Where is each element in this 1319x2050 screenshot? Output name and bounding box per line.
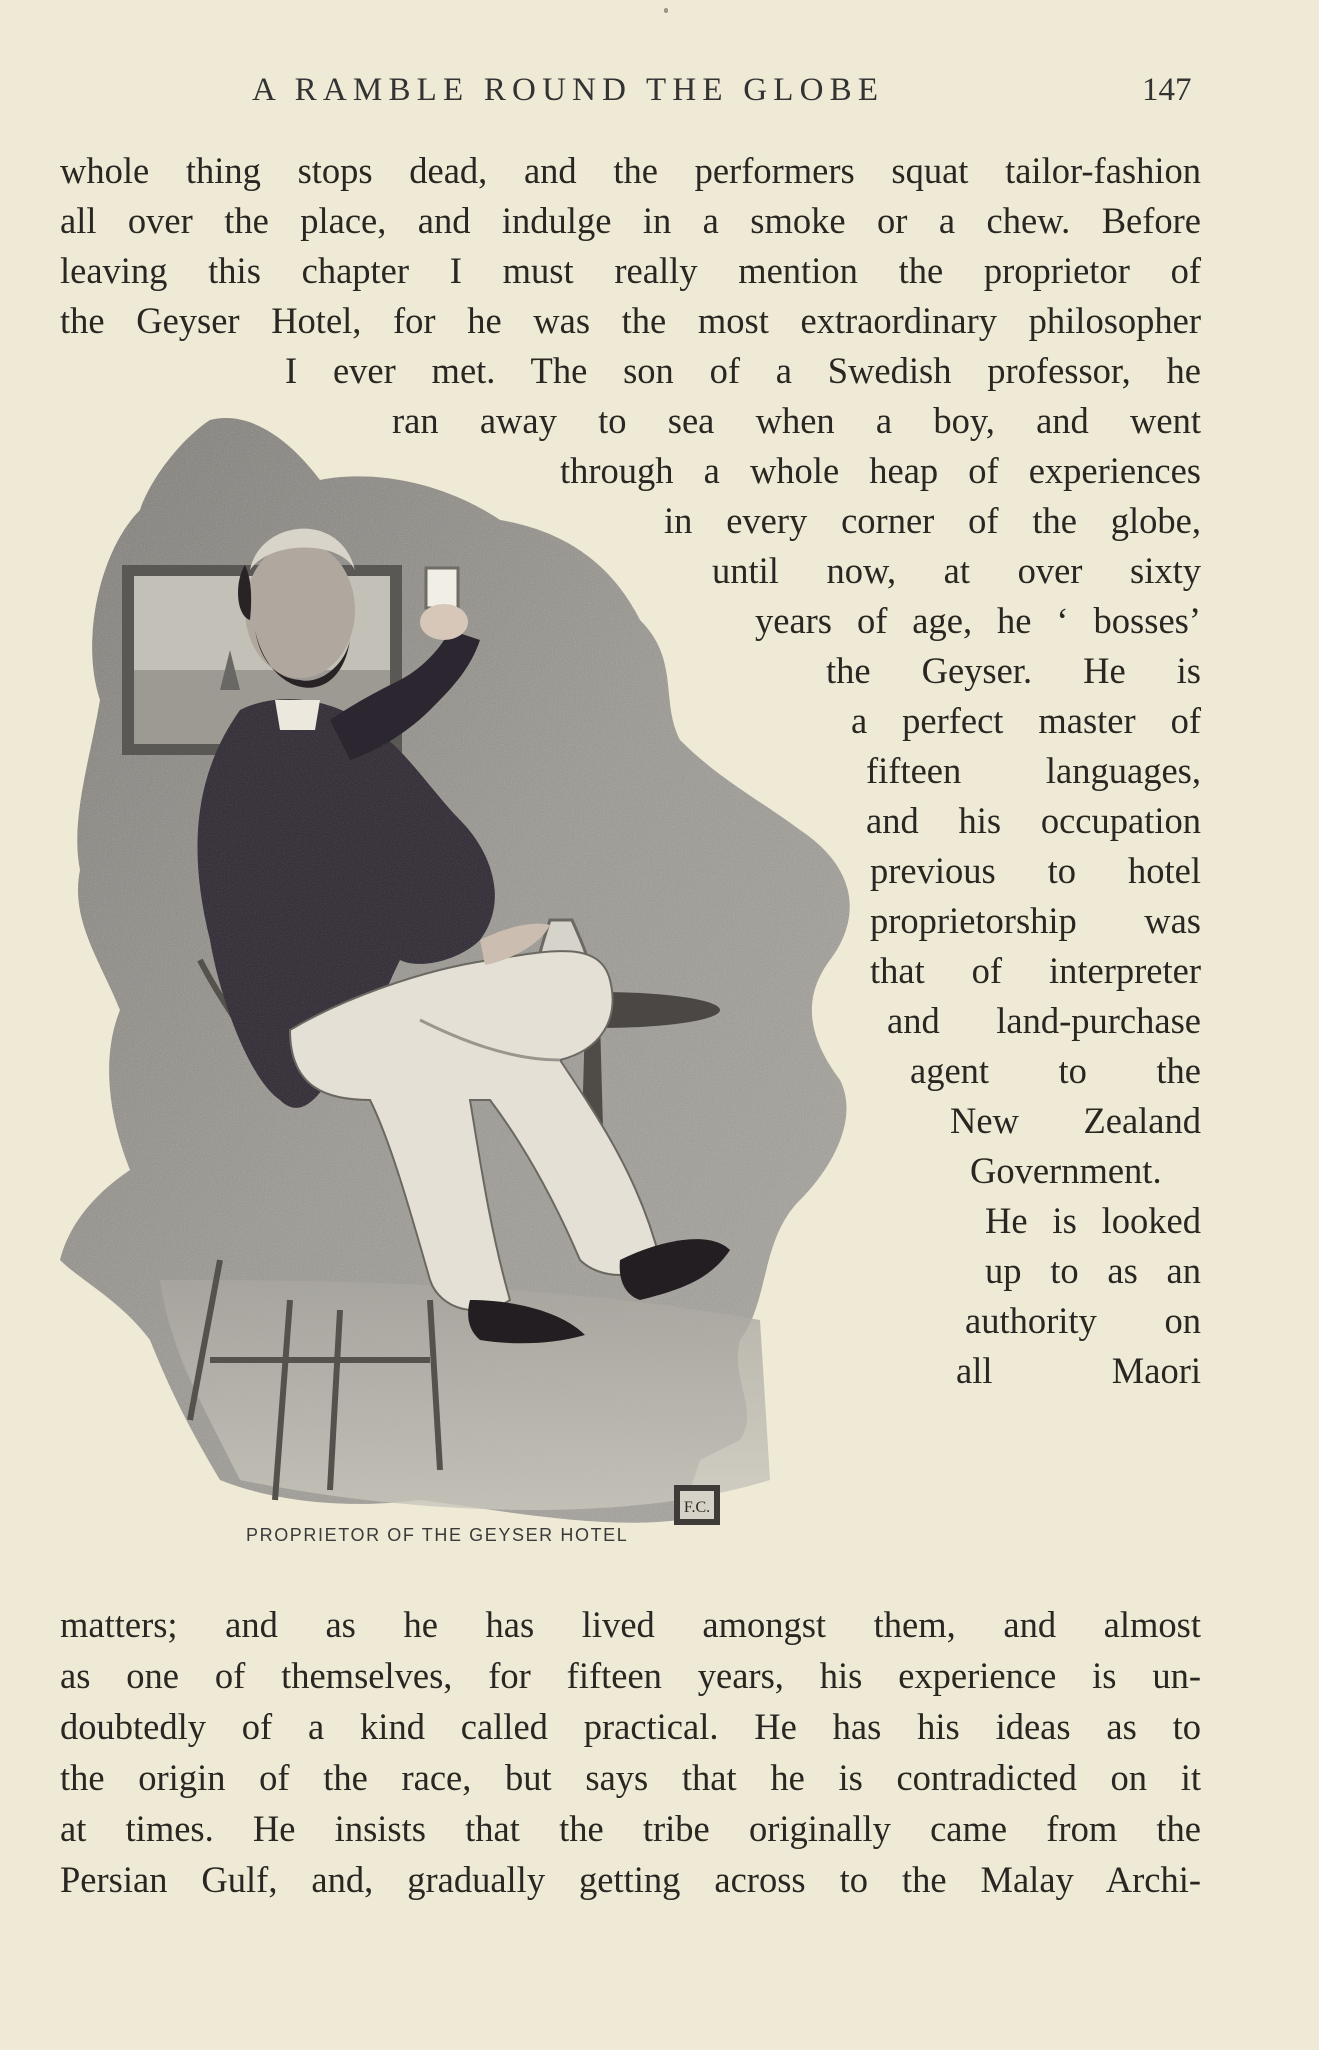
text-line: the Geyser Hotel, for he was the most extraordinary philosopher: [60, 300, 1201, 341]
floor-shadow: [160, 1280, 770, 1510]
text-line: as one of themselves, for fifteen years, his experience is un-: [60, 1655, 1201, 1696]
running-head-title: A RAMBLE ROUND THE GLOBE: [252, 72, 885, 108]
text-line: matters; and as he has lived amongst them, and almost: [60, 1604, 1201, 1645]
paper-speck: [664, 8, 668, 13]
text-line: doubtedly of a kind called practical. He has his ideas as to: [60, 1706, 1201, 1747]
text-line: the Geyser. He is: [826, 650, 1201, 691]
text-line: agent to the: [910, 1050, 1201, 1091]
monogram-text: F.C.: [683, 1499, 711, 1516]
text-line: at times. He insists that the tribe originally came from the: [60, 1808, 1201, 1849]
text-line: all over the place, and indulge in a smoke or a chew. Before: [60, 200, 1201, 241]
figure-caption: PROPRIETOR OF THE GEYSER HOTEL: [246, 1525, 629, 1545]
text-line: I ever met. The son of a Swedish professor, he: [285, 350, 1201, 391]
text-line: New Zealand: [950, 1100, 1201, 1141]
text-line: whole thing stops dead, and the performers squat tailor-fashion: [60, 150, 1201, 191]
text-line: Government.: [970, 1150, 1162, 1191]
text-line: and land-purchase: [887, 1000, 1201, 1041]
page-number: 147: [1142, 72, 1192, 108]
text-line: through a whole heap of experiences: [560, 450, 1201, 491]
text-line: previous to hotel: [870, 850, 1201, 891]
text-line: fifteen languages,: [866, 750, 1201, 791]
text-line: ran away to sea when a boy, and went: [392, 400, 1201, 441]
text-line: all Maori: [956, 1350, 1201, 1391]
text-line: years of age, he ‘ bosses’: [755, 600, 1201, 641]
text-line: in every corner of the globe,: [664, 500, 1201, 541]
glass: [426, 568, 458, 608]
text-line: the origin of the race, but says that he is contradicted on it: [60, 1757, 1201, 1798]
text-line: He is looked: [985, 1200, 1201, 1241]
text-line: up to as an: [985, 1250, 1201, 1291]
artist-monogram: [674, 1485, 720, 1525]
text-line: that of interpreter: [870, 950, 1201, 991]
text-line: a perfect master of: [851, 700, 1201, 741]
text-line: leaving this chapter I must really mention the proprietor of: [60, 250, 1201, 291]
text-line: until now, at over sixty: [712, 550, 1201, 591]
text-line: authority on: [965, 1300, 1201, 1341]
text-line: proprietorship was: [870, 900, 1201, 941]
text-line: Persian Gulf, and, gradually getting across to the Malay Archi-: [60, 1859, 1201, 1900]
text-line: and his occupation: [866, 800, 1201, 841]
running-head: [0, 72, 1319, 116]
